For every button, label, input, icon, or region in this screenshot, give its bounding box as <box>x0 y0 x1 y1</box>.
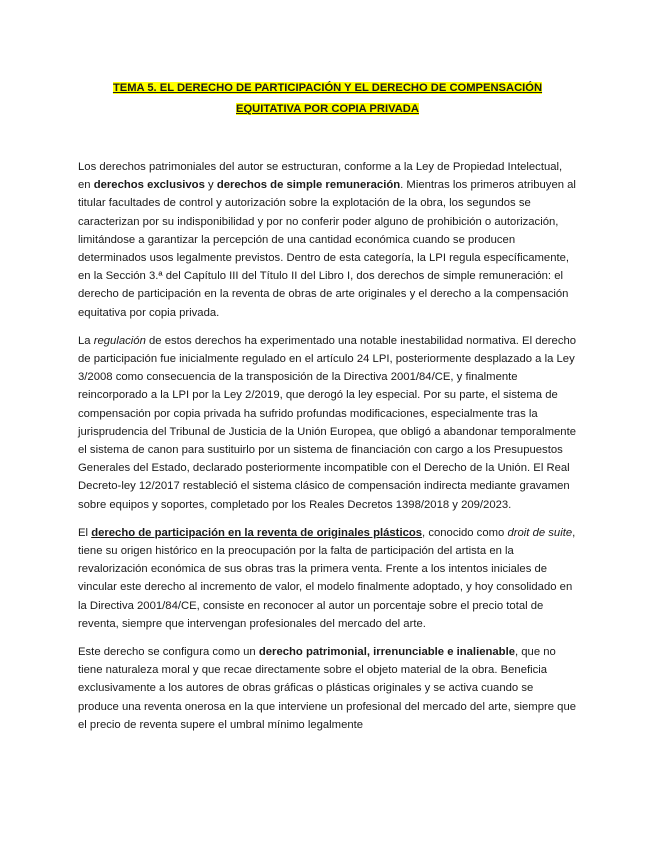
text: El <box>78 526 92 539</box>
text: Los derechos patrimoniales del autor se estructuran, conforme a la Ley de Propiedad Intelectual, en <box>78 161 563 192</box>
text: de estos derechos ha experimentado una notable inestabilidad normativa. El derecho de participación fue inicialmente regulado en el artículo 24 LPI, posteriormente desplazado a la Ley 3/2008 como consecuencia de la transposición de la Directiva 2001/84/CE, y finalmente reincorporado a la LPI por la Ley 2/2019, que derogó la ley especial. Por su parte, el sistema de compensación por copia privada ha sufrido profundas modificaciones, especialmente tras la jurisprudencia del Tribunal de Justicia de la Unión Europea, que obligó a abandonar temporalmente el sistema de canon para sustituirlo por un sistema de financiación con cargo a los Presupuestos Generales del Estado, declarado posteriormente incompatible con el Derecho de la Unión. El Real Decreto-ley 12/2017 restableció el sistema clásico de compensación indirecta mediante gravamen sobre equipos y soportes, completado por los Reales Decretos 1398/2018 y 209/2023. <box>78 334 577 511</box>
bold-term: derechos de simple remuneración <box>216 179 401 192</box>
paragraph-1 <box>78 158 577 322</box>
title-line-1: TEMA 5. EL DERECHO DE PARTICIPACIÓN Y EL DERECHO DE COMPENSACIÓN <box>112 82 543 94</box>
text: . Mientras los primeros atribuyen al titular facultades de control y autorización sobre la explotación de la obra, los segundos se caracterizan por su indisponibilidad y por no conferir poder alguno de prohibición o autorización, limitándose a garantizar la percepción de una cantidad económica cuando se producen determinados usos legalmente previstos. Dentro de esta categoría, la LPI regula específicamente, en la Sección 3.ª del Capítulo III del Título II del Libro I, dos derechos de simple remuneración: el derecho de participación en la reventa de obras de arte originales y el derecho a la compensación equitativa por copia privada. <box>78 179 576 319</box>
text: , tiene su origen histórico en la preocupación por la falta de participación del artista en la revalorización económica de sus obras tras la primera venta. Frente a los intentos iniciales de vincular este derecho al incremento de valor, el modelo finalmente adoptado, y hoy consolidado en la Directiva 2001/84/CE, consiste en reconocer al autor un porcentaje sobre el precio total de reventa, siempre que intervengan profesionales del mercado del arte. <box>78 526 576 630</box>
italic-term: droit de suite <box>507 526 573 539</box>
text: Este derecho se configura como un <box>78 646 259 659</box>
italic-term: regulación <box>93 334 146 347</box>
underline: derecho de participación en la reventa de originales plásticos <box>91 526 423 539</box>
bold-term: derecho patrimonial, irrenunciable e inalienable <box>258 646 515 659</box>
bold-underlined-term <box>91 527 422 539</box>
bold-term: derechos exclusivos <box>93 179 205 192</box>
paragraph-4 <box>78 643 577 734</box>
paragraph-3 <box>78 524 577 633</box>
text: , que no tiene naturaleza moral y que recae directamente sobre el objeto material de la obra. Beneficia exclusivamente a los autores de obras gráficas o plásticas originales y se activa cuando se produce una reventa onerosa en la que interviene un profesional del mercado del arte, siempre que el precio de reventa supere el umbral mínimo legalmente <box>78 646 577 731</box>
text: , conocido como <box>422 526 508 539</box>
paragraph-2 <box>78 332 577 514</box>
text: La <box>78 334 94 347</box>
title-line-2: EQUITATIVA POR COPIA PRIVADA <box>236 103 419 115</box>
text: y <box>204 179 217 192</box>
document-title <box>78 78 577 120</box>
